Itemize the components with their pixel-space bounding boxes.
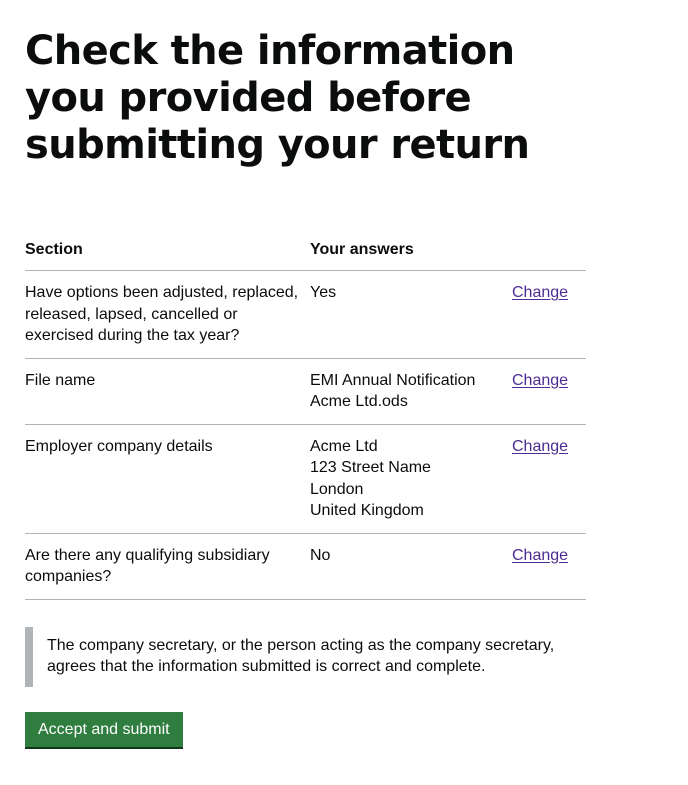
change-file-name-link[interactable]: Change	[512, 371, 569, 389]
summary-value	[310, 282, 512, 347]
summary-row-employer-details	[25, 425, 586, 534]
summary-value-line: No	[310, 546, 331, 564]
summary-key: Are there any qualifying subsidiary companies?	[25, 546, 270, 585]
summary-key: Employer company details	[25, 437, 213, 455]
summary-value-line: Acme Ltd.ods	[310, 393, 408, 410]
summary-action	[512, 436, 586, 522]
summary-value-line: London	[310, 480, 364, 498]
declaration-inset-text: The company secretary, or the person acting as the company secretary, agrees that the information submitted is correct and complete.	[25, 627, 586, 687]
summary-list	[25, 239, 586, 600]
page-title: Check the information you provided before submitting your return	[25, 28, 530, 168]
summary-header-row	[25, 239, 586, 271]
change-options-adjusted-link[interactable]: Change	[512, 284, 569, 301]
header-actions	[512, 239, 586, 261]
summary-action	[512, 282, 586, 347]
accept-and-submit-button[interactable]: Accept and submit	[25, 712, 183, 747]
summary-row-options-adjusted	[25, 271, 586, 359]
change-subsidiary-companies-link[interactable]: Change	[512, 546, 569, 564]
summary-value-line: Acme Ltd	[310, 437, 378, 455]
summary-action	[512, 545, 586, 588]
main-content	[25, 0, 586, 747]
summary-key: File name	[25, 371, 96, 389]
summary-value	[310, 436, 512, 522]
summary-value-line: United Kingdom	[310, 502, 424, 519]
summary-value-line: EMI Annual Notification	[310, 371, 476, 389]
summary-value	[310, 370, 512, 413]
header-answers: Your answers	[310, 241, 414, 258]
summary-row-subsidiary-companies	[25, 534, 586, 600]
summary-value-line: 123 Street Name	[310, 459, 431, 476]
summary-value-line: Yes	[310, 284, 337, 301]
change-employer-details-link[interactable]: Change	[512, 437, 569, 455]
header-section: Section	[25, 241, 83, 258]
summary-action	[512, 370, 586, 413]
summary-row-file-name	[25, 359, 586, 425]
summary-key: Have options been adjusted, replaced, released, lapsed, cancelled or exercised during the tax year?	[25, 284, 299, 344]
summary-value	[310, 545, 512, 588]
